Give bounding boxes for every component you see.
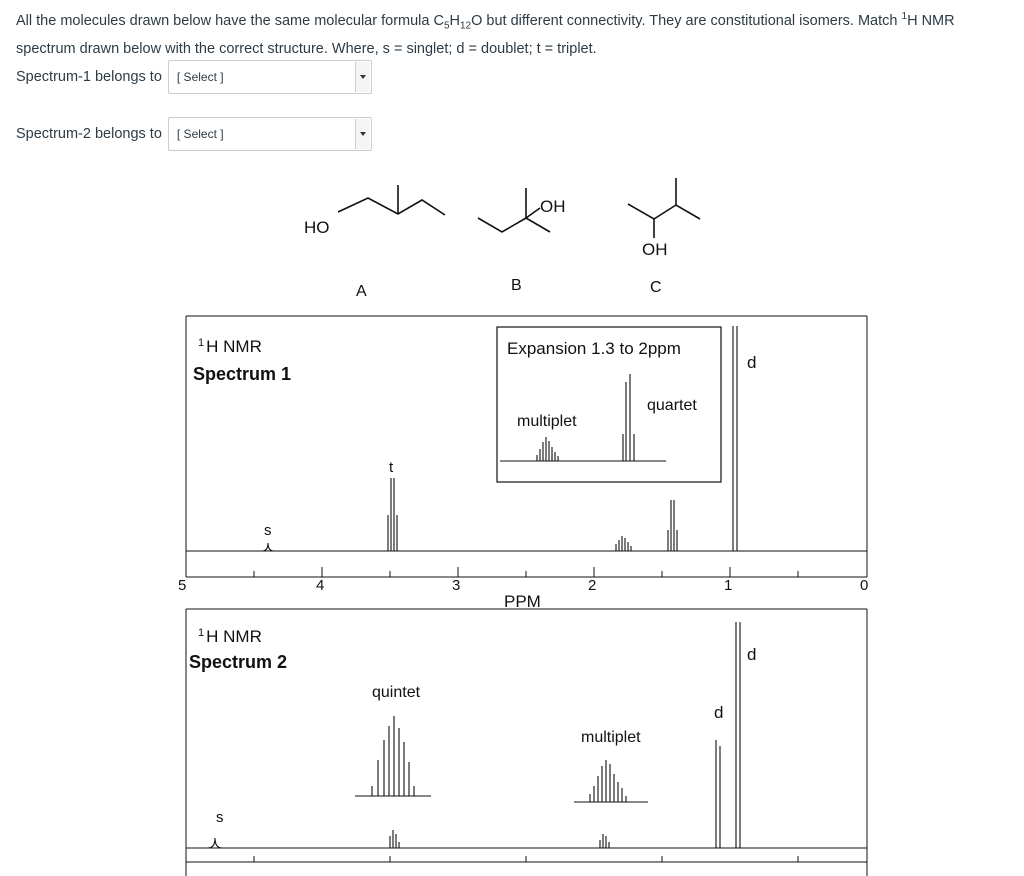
inset-multiplet-label: multiplet [517,413,577,430]
inset-title: Expansion 1.3 to 2ppm [507,339,681,358]
molecule-a-structure [338,185,445,215]
spectrum-1-doublet-label: d [747,353,757,372]
ppm-axis [186,567,867,577]
axis-label: PPM [504,592,541,611]
formula-h: H [449,12,460,29]
spectrum-2-trace [186,622,867,848]
spectrum-1-triplet-label: t [389,459,394,476]
molecule-c-letter: C [650,279,662,296]
question-part-1: All the molecules drawn below have the same molecular formula C [16,12,444,29]
axis-tick-1: 1 [724,577,733,594]
nmr-superscript: 1 [901,11,908,22]
question-part-2: O but different connectivity. They are constitutional isomers. Match [471,12,902,29]
quintet-expansion [355,716,431,796]
molecule-a-letter: A [356,283,367,300]
formula-subscript-5: 5 [443,20,450,32]
axis-tick-3: 3 [452,577,461,594]
spectrum-1-select-value: [ Select ] [176,70,224,84]
spectrum-2-title [198,627,262,646]
spectrum-2-select-value: [ Select ] [176,127,224,141]
molecule-a-group: HO [304,218,330,237]
spectrum-1-title [198,337,262,356]
multiplet-expansion [574,760,648,802]
axis-tick-0: 0 [860,577,869,594]
molecule-c-structure [628,178,700,238]
inset-quartet-label: quartet [647,397,697,414]
spectrum-1-label: Spectrum-1 belongs to [16,69,162,85]
molecule-c-group: OH [642,240,668,259]
question-part-3: H NMR spectrum drawn below with the correct structure. Where, s = singlet; d = doublet; t = triplet. [16,12,955,57]
axis-tick-5: 5 [178,577,187,594]
spectrum-2-multiplet-label: multiplet [581,729,641,746]
spectrum-2-doublet-label-2: d [747,645,757,664]
spectrum-1-title-line-1: H NMR [206,337,262,356]
spectrum-2-singlet-label: s [216,809,224,826]
spectrum-1-superscript: 1 [198,337,205,349]
molecule-b-letter: B [511,277,522,294]
axis-tick-4: 4 [316,577,325,594]
spectrum-1-singlet-label: s [264,522,272,539]
spectrum-2-title-line-2: Spectrum 2 [189,652,288,672]
spectrum-2-doublet-label-1: d [714,703,724,722]
spectrum-2-label: Spectrum-2 belongs to [16,126,162,142]
molecule-b-group: OH [540,197,566,216]
spectrum-2-title-line-1: H NMR [206,627,262,646]
spectrum-1-title-line-2: Spectrum 1 [193,364,292,384]
axis-tick-2: 2 [588,577,597,594]
spectrum-2-superscript: 1 [198,627,205,639]
formula-subscript-12: 12 [460,20,472,32]
spectrum-2-frame [186,609,867,876]
spectrum-2-quintet-label: quintet [372,684,421,701]
